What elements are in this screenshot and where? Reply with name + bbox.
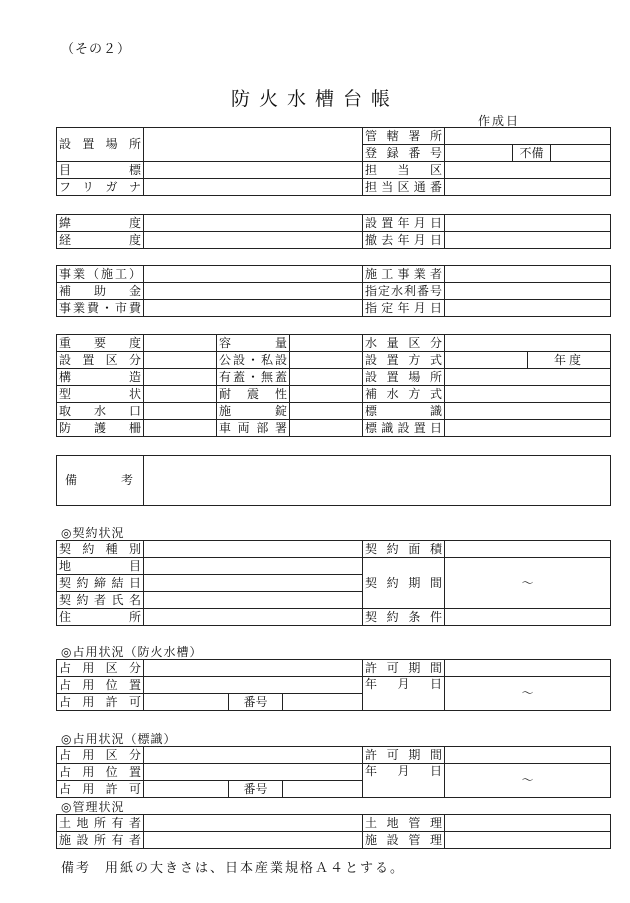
lock-field[interactable]: [290, 403, 363, 420]
sign-ymd-label: 年 月 日: [363, 764, 445, 798]
occupancy-sign-table: [56, 746, 611, 798]
public-private-field[interactable]: [290, 352, 363, 369]
remarks-label: 備考: [57, 456, 144, 506]
tank-position-field[interactable]: [144, 677, 363, 694]
facility-management-label: 施設管理: [363, 832, 445, 849]
tank-permit-field[interactable]: [144, 694, 229, 711]
install-place-label: 設置場所: [363, 369, 445, 386]
sign-number-label: 番号: [229, 781, 283, 798]
seismic-field[interactable]: [290, 386, 363, 403]
contract-kind-label: 契約種別: [57, 541, 144, 558]
install-place-field[interactable]: [445, 369, 611, 386]
management-table: [56, 814, 611, 849]
sign-date-field[interactable]: [445, 420, 611, 437]
registration-no-label: 登録番号: [363, 145, 445, 162]
footer-note: [61, 857, 405, 876]
contract-area-field[interactable]: [445, 541, 611, 558]
contract-period-tilde: ～: [445, 558, 611, 609]
cover-field[interactable]: [290, 369, 363, 386]
sign-label: 標識: [363, 403, 445, 420]
install-class-label: 設置区分: [57, 352, 144, 369]
fence-field[interactable]: [144, 420, 217, 437]
installed-date-field[interactable]: [445, 215, 611, 232]
tank-permit-label: 占用許可: [57, 694, 144, 711]
installed-date-label: 設置年月日: [363, 215, 445, 232]
furigana-field[interactable]: [144, 179, 363, 196]
seismic-label: 耐震性: [217, 386, 290, 403]
remarks-table: [56, 455, 611, 506]
contract-conditions-label: 契約条件: [363, 609, 445, 626]
public-private-label: 公設・私設: [217, 352, 290, 369]
capacity-label: 容量: [217, 335, 290, 352]
location-table: [56, 127, 611, 196]
year-label: 年度: [528, 352, 611, 369]
install-method-label: 設置方式: [363, 352, 445, 369]
page-title: 防火水槽台帳: [230, 88, 399, 110]
lot-label: 地目: [57, 558, 144, 575]
refill-method-field[interactable]: [445, 386, 611, 403]
management-heading: ◎管理状況: [61, 800, 125, 814]
longitude-field[interactable]: [144, 232, 363, 249]
location-label: 設置場所: [57, 128, 144, 162]
install-method-field[interactable]: [445, 352, 528, 369]
subsidy-label: 補助金: [57, 283, 144, 300]
land-management-label: 土地管理: [363, 815, 445, 832]
land-owner-label: 土地所有者: [57, 815, 144, 832]
page-number-label: （その２）: [61, 42, 132, 57]
tank-class-field[interactable]: [144, 660, 363, 677]
fence-label: 防護柵: [57, 420, 144, 437]
tank-number-label: 番号: [229, 694, 283, 711]
tank-period-tilde: ～: [445, 677, 611, 711]
landmark-label: 目標: [57, 162, 144, 179]
sign-field[interactable]: [445, 403, 611, 420]
designated-date-field[interactable]: [445, 300, 611, 317]
vehicle-unit-field[interactable]: [290, 420, 363, 437]
subsidy-field[interactable]: [144, 283, 363, 300]
facility-management-field[interactable]: [445, 832, 611, 849]
occupancy-tank-heading: ◎占用状況（防火水槽）: [61, 645, 203, 659]
address-label: 住所: [57, 609, 144, 626]
contractor-label: 施工事業者: [363, 266, 445, 283]
sign-date-label: 標識設置日: [363, 420, 445, 437]
party-name-label: 契約者氏名: [57, 592, 144, 609]
designated-no-label: 指定水利番号: [363, 283, 445, 300]
facility-owner-label: 施設所有者: [57, 832, 144, 849]
importance-field[interactable]: [144, 335, 217, 352]
structure-label: 構造: [57, 369, 144, 386]
landmark-field[interactable]: [144, 162, 363, 179]
sign-class-label: 占用区分: [57, 747, 144, 764]
sign-period-tilde: ～: [445, 764, 611, 798]
sign-permit-period-field[interactable]: [445, 747, 611, 764]
tank-ymd-label: 年 月 日: [363, 677, 445, 711]
sign-number-field[interactable]: [283, 781, 363, 798]
location-field[interactable]: [144, 128, 363, 162]
contract-kind-field[interactable]: [144, 541, 363, 558]
removed-date-field[interactable]: [445, 232, 611, 249]
contractor-field[interactable]: [445, 266, 611, 283]
sign-class-field[interactable]: [144, 747, 363, 764]
district-field[interactable]: [445, 162, 611, 179]
designated-no-field[interactable]: [445, 283, 611, 300]
project-field[interactable]: [144, 266, 363, 283]
sign-permit-field[interactable]: [144, 781, 229, 798]
latitude-field[interactable]: [144, 215, 363, 232]
cost-field[interactable]: [144, 300, 363, 317]
project-table: [56, 265, 611, 317]
facility-spec-table: [56, 334, 611, 437]
lock-label: 施錠: [217, 403, 290, 420]
address-field[interactable]: [144, 609, 363, 626]
tank-permit-period-label: 許可期間: [363, 660, 445, 677]
removed-date-label: 撤去年月日: [363, 232, 445, 249]
latitude-label: 緯度: [57, 215, 144, 232]
tank-position-label: 占用位置: [57, 677, 144, 694]
type-field[interactable]: [144, 386, 217, 403]
cost-label: 事業費・市費: [57, 300, 144, 317]
registration-no-field[interactable]: [445, 145, 513, 162]
lot-field[interactable]: [144, 558, 363, 575]
importance-label: 重要度: [57, 335, 144, 352]
contract-conditions-field[interactable]: [445, 609, 611, 626]
occupancy-tank-table: [56, 659, 611, 711]
footer-note-text: 用紙の大きさは、日本産業規格Ａ４とする。: [105, 861, 406, 876]
district-route-label: 担当区通番: [363, 179, 445, 196]
remarks-field[interactable]: [144, 456, 611, 506]
contract-heading: ◎契約状況: [61, 526, 125, 540]
contract-period-label: 契約期間: [363, 558, 445, 609]
furigana-label: フリガナ: [57, 179, 144, 196]
intake-field[interactable]: [144, 403, 217, 420]
water-class-label: 水量区分: [363, 335, 445, 352]
cover-label: 有蓋・無蓋: [217, 369, 290, 386]
water-class-field[interactable]: [445, 335, 611, 352]
type-label: 型状: [57, 386, 144, 403]
capacity-field[interactable]: [290, 335, 363, 352]
vehicle-unit-label: 車両部署: [217, 420, 290, 437]
facility-owner-field[interactable]: [144, 832, 363, 849]
tank-number-field[interactable]: [283, 694, 363, 711]
occupancy-sign-heading: ◎占用状況（標識）: [61, 732, 177, 746]
fubi-field[interactable]: [551, 145, 611, 162]
tank-permit-period-field[interactable]: [445, 660, 611, 677]
district-label: 担当区: [363, 162, 445, 179]
fubi-label: 不備: [513, 145, 551, 162]
party-name-field[interactable]: [144, 592, 363, 609]
sign-permit-period-label: 許可期間: [363, 747, 445, 764]
sign-position-label: 占用位置: [57, 764, 144, 781]
land-management-field[interactable]: [445, 815, 611, 832]
designated-date-label: 指定年月日: [363, 300, 445, 317]
intake-label: 取水口: [57, 403, 144, 420]
jurisdiction-field[interactable]: [445, 128, 611, 145]
contract-table: [56, 540, 611, 626]
signed-date-field[interactable]: [144, 575, 363, 592]
coordinates-table: [56, 214, 611, 249]
refill-method-label: 補水方式: [363, 386, 445, 403]
footer-note-label: 備考: [61, 861, 92, 876]
longitude-label: 経度: [57, 232, 144, 249]
created-date-label: 作成日: [478, 114, 521, 128]
structure-field[interactable]: [144, 369, 217, 386]
land-owner-field[interactable]: [144, 815, 363, 832]
sign-permit-label: 占用許可: [57, 781, 144, 798]
project-label: 事業（施工）: [57, 266, 144, 283]
signed-date-label: 契約締結日: [57, 575, 144, 592]
contract-area-label: 契約面積: [363, 541, 445, 558]
sign-position-field[interactable]: [144, 764, 363, 781]
tank-class-label: 占用区分: [57, 660, 144, 677]
district-route-field[interactable]: [445, 179, 611, 196]
install-class-field[interactable]: [144, 352, 217, 369]
jurisdiction-label: 管轄署所: [363, 128, 445, 145]
